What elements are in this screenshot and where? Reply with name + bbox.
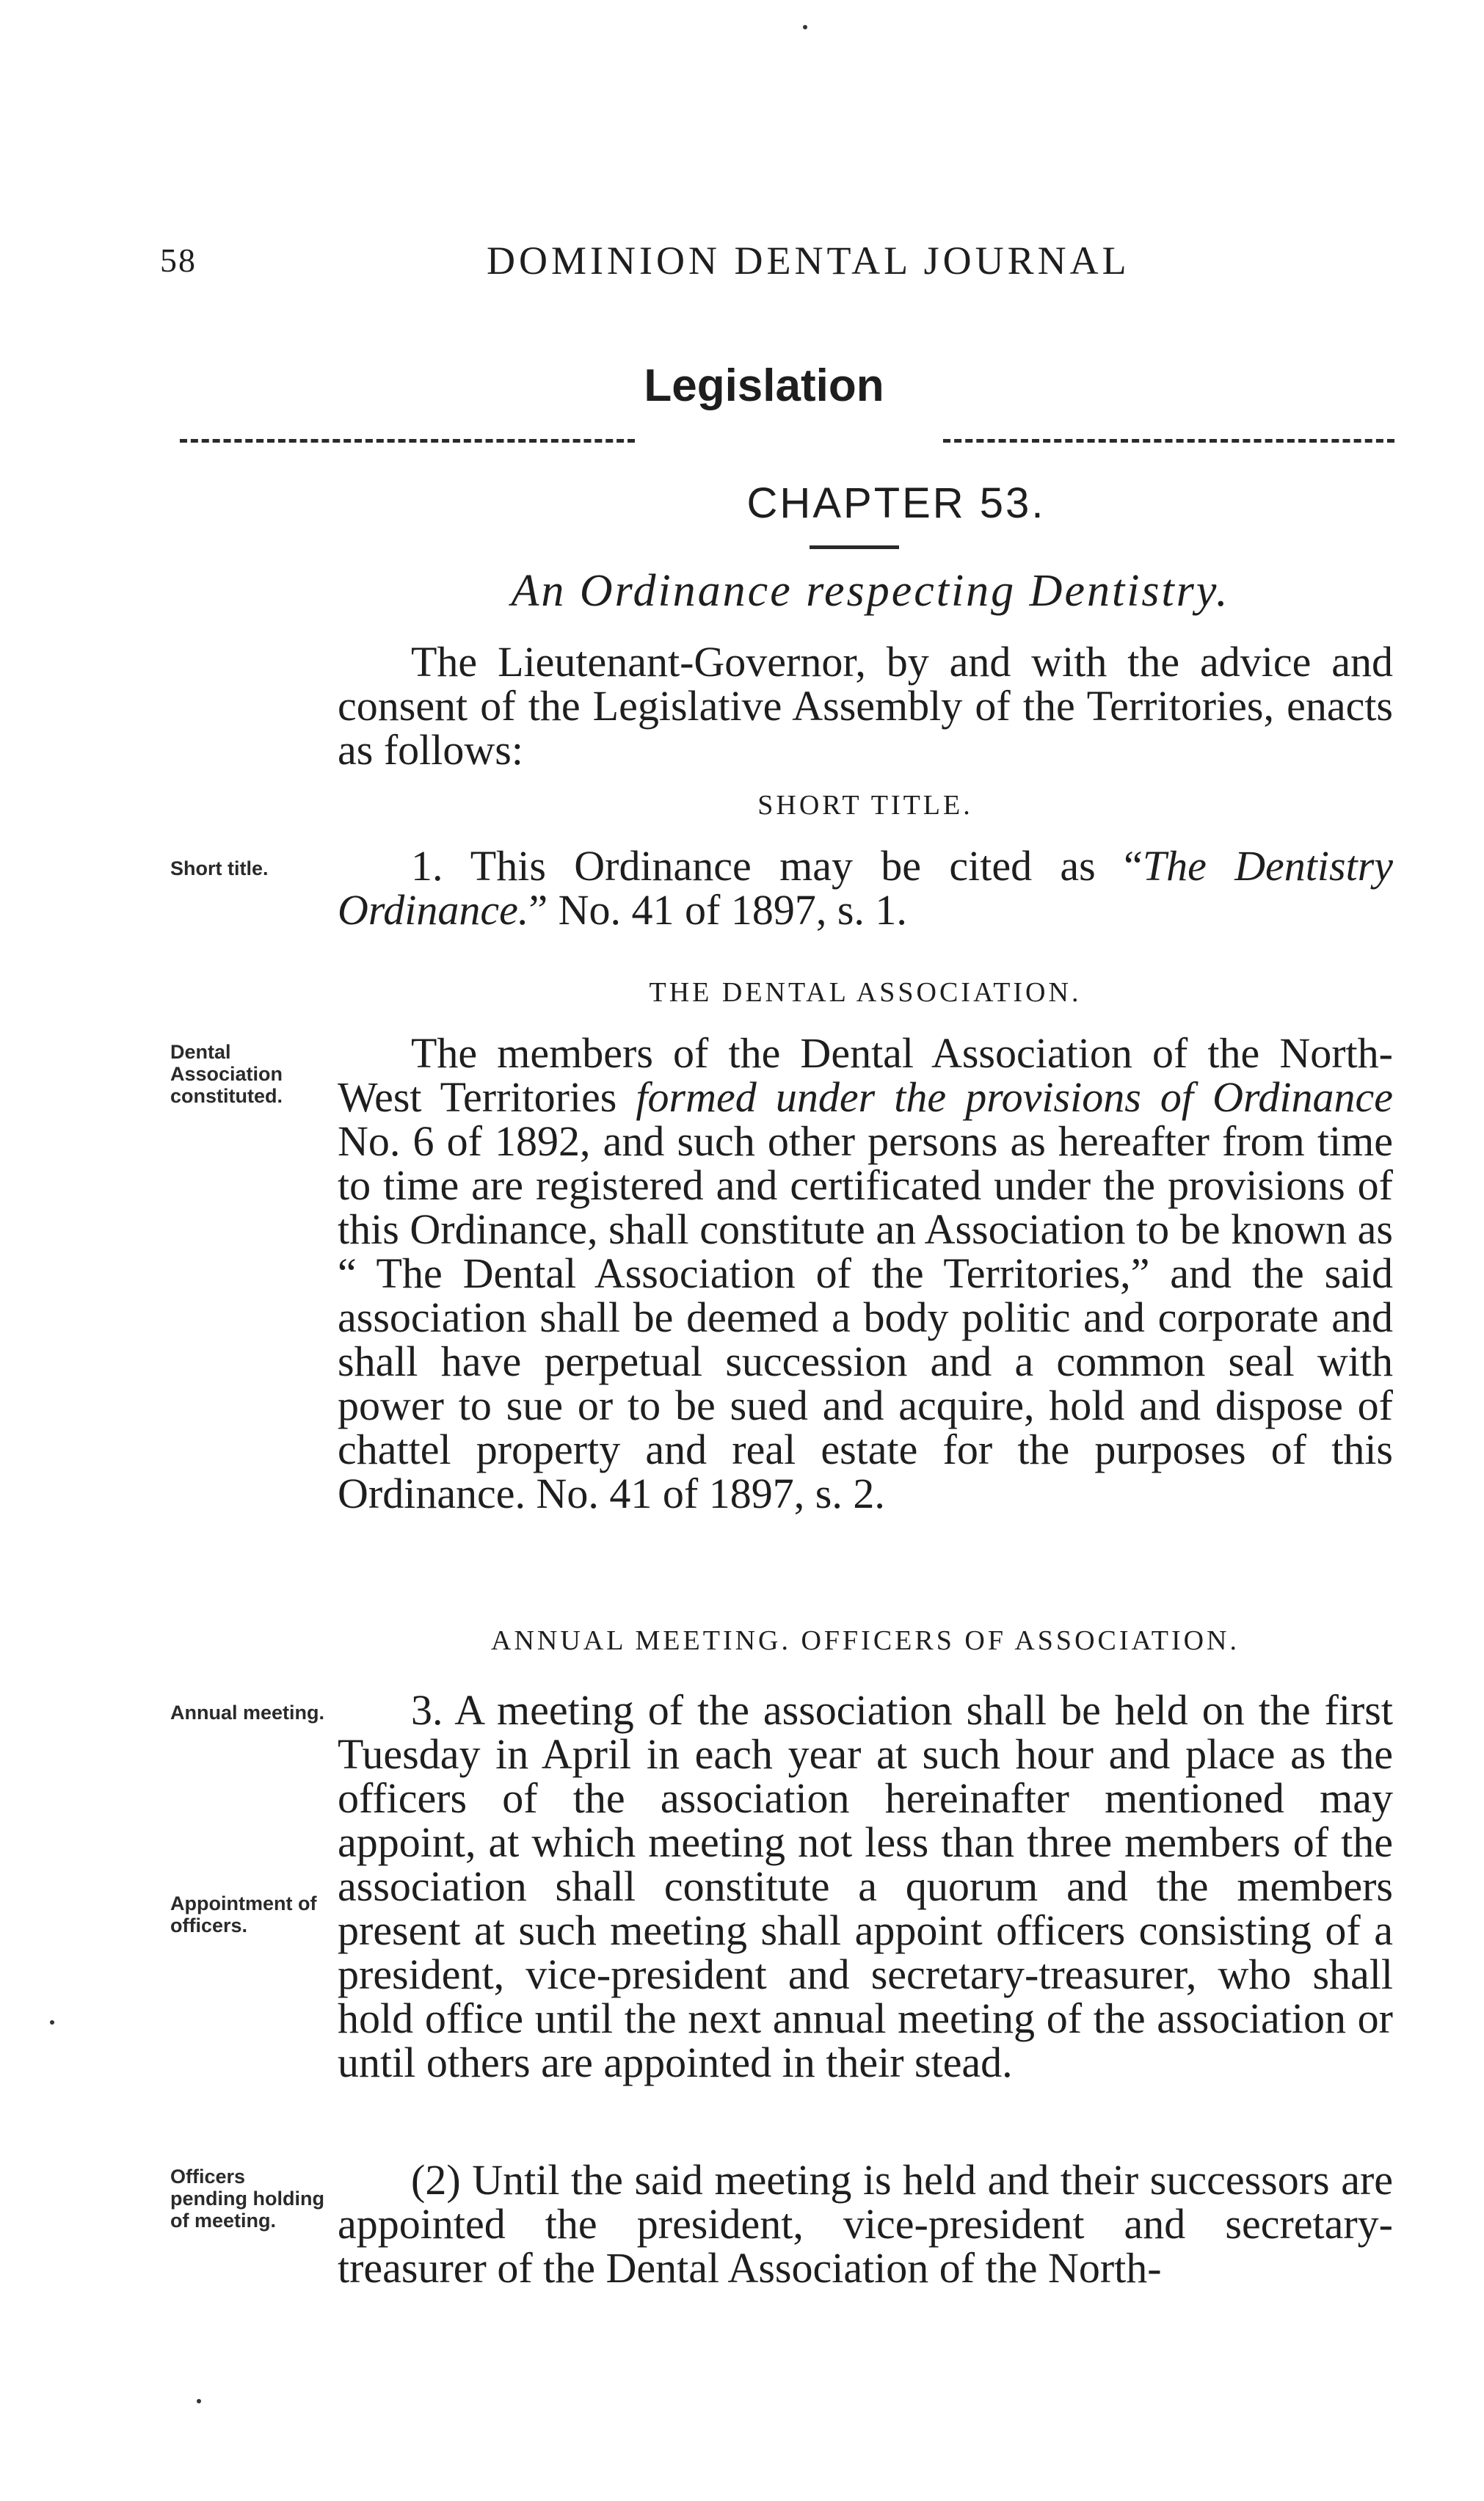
section-2-paragraph: The members of the Dental Association of the North-West Territories formed under the provisions of Ordinance No. 6 of 1892, and such other persons as hereafter from time to time are registered and certificated under the provisions of this Ordinance, shall constitute an Association to be known as “ The Dental Association of the Territories,” and the said association shall be deemed a body politic and corporate and shall have perpetual succession and a common seal with power to sue or to be sued and acquire, hold and dispose of chattel property and real estate for the purposes of this Ordinance. No. 41 of 1897, s. 2. [338,1029,1393,1517]
scan-speck [803,25,807,29]
section-number: 1. [411,842,443,890]
scan-speck [197,2399,201,2403]
divider-rule [180,439,635,443]
subsection-2-paragraph: (2) Until the said meeting is held and their successors are appointed the president, vice-president and secretary-treasurer of the Dental Association of the North- [338,2156,1394,2292]
chapter-rule [810,545,899,549]
margin-note-annual-meeting: Annual meeting. [170,1702,325,1724]
scan-speck [50,2020,54,2025]
preamble-paragraph [338,640,1393,772]
margin-note-officers-pending: Officers pending holding of meeting. [170,2166,324,2232]
preamble-text: The Lieutenant-Governor, by and with the advice and consent of the Legislative Assembly of the Territories, enacts as follows: [338,638,1393,774]
page-number: 58 [160,242,197,279]
subsection-number: (2) [411,2156,461,2204]
annual-meeting-heading: ANNUAL MEETING. OFFICERS OF ASSOCIATION. [491,1625,1240,1656]
margin-note-dental-association: Dental Association constituted. [170,1041,283,1107]
ordinance-title: An Ordinance respecting Dentistry. [511,566,1230,616]
margin-note-appointment: Appointment of officers. [170,1892,317,1936]
margin-note-short-title: Short title. [170,857,269,879]
ordinance-citation: The Dentistry Ordinance. [338,842,1394,934]
chapter-title: CHAPTER 53. [746,479,1046,527]
dental-association-heading: THE DENTAL ASSOCIATION. [649,977,1082,1008]
running-head: DOMINION DENTAL JOURNAL [487,239,1130,283]
section-heading: Legislation [644,360,884,411]
section-1-paragraph: 1. This Ordinance may be cited as “The Dentistry Ordinance.” No. 41 of 1897, s. 1. [338,842,1394,934]
short-title-heading: SHORT TITLE. [757,790,973,821]
section-3-paragraph: 3. A meeting of the association shall be held on the first Tuesday in April in each year at such hour and place as the officers of the association hereinafter mentioned may appoint, at which meeting not less than three members of the association shall constitute a quorum and the members present at such meeting shall appoint officers consisting of a president, vice-president and secretary-treasurer, who shall hold office until the next annual meeting of the association or until others are appointed in their stead. [338,1686,1393,2086]
divider-rule [943,439,1394,443]
section-number: 3. [411,1686,443,1734]
